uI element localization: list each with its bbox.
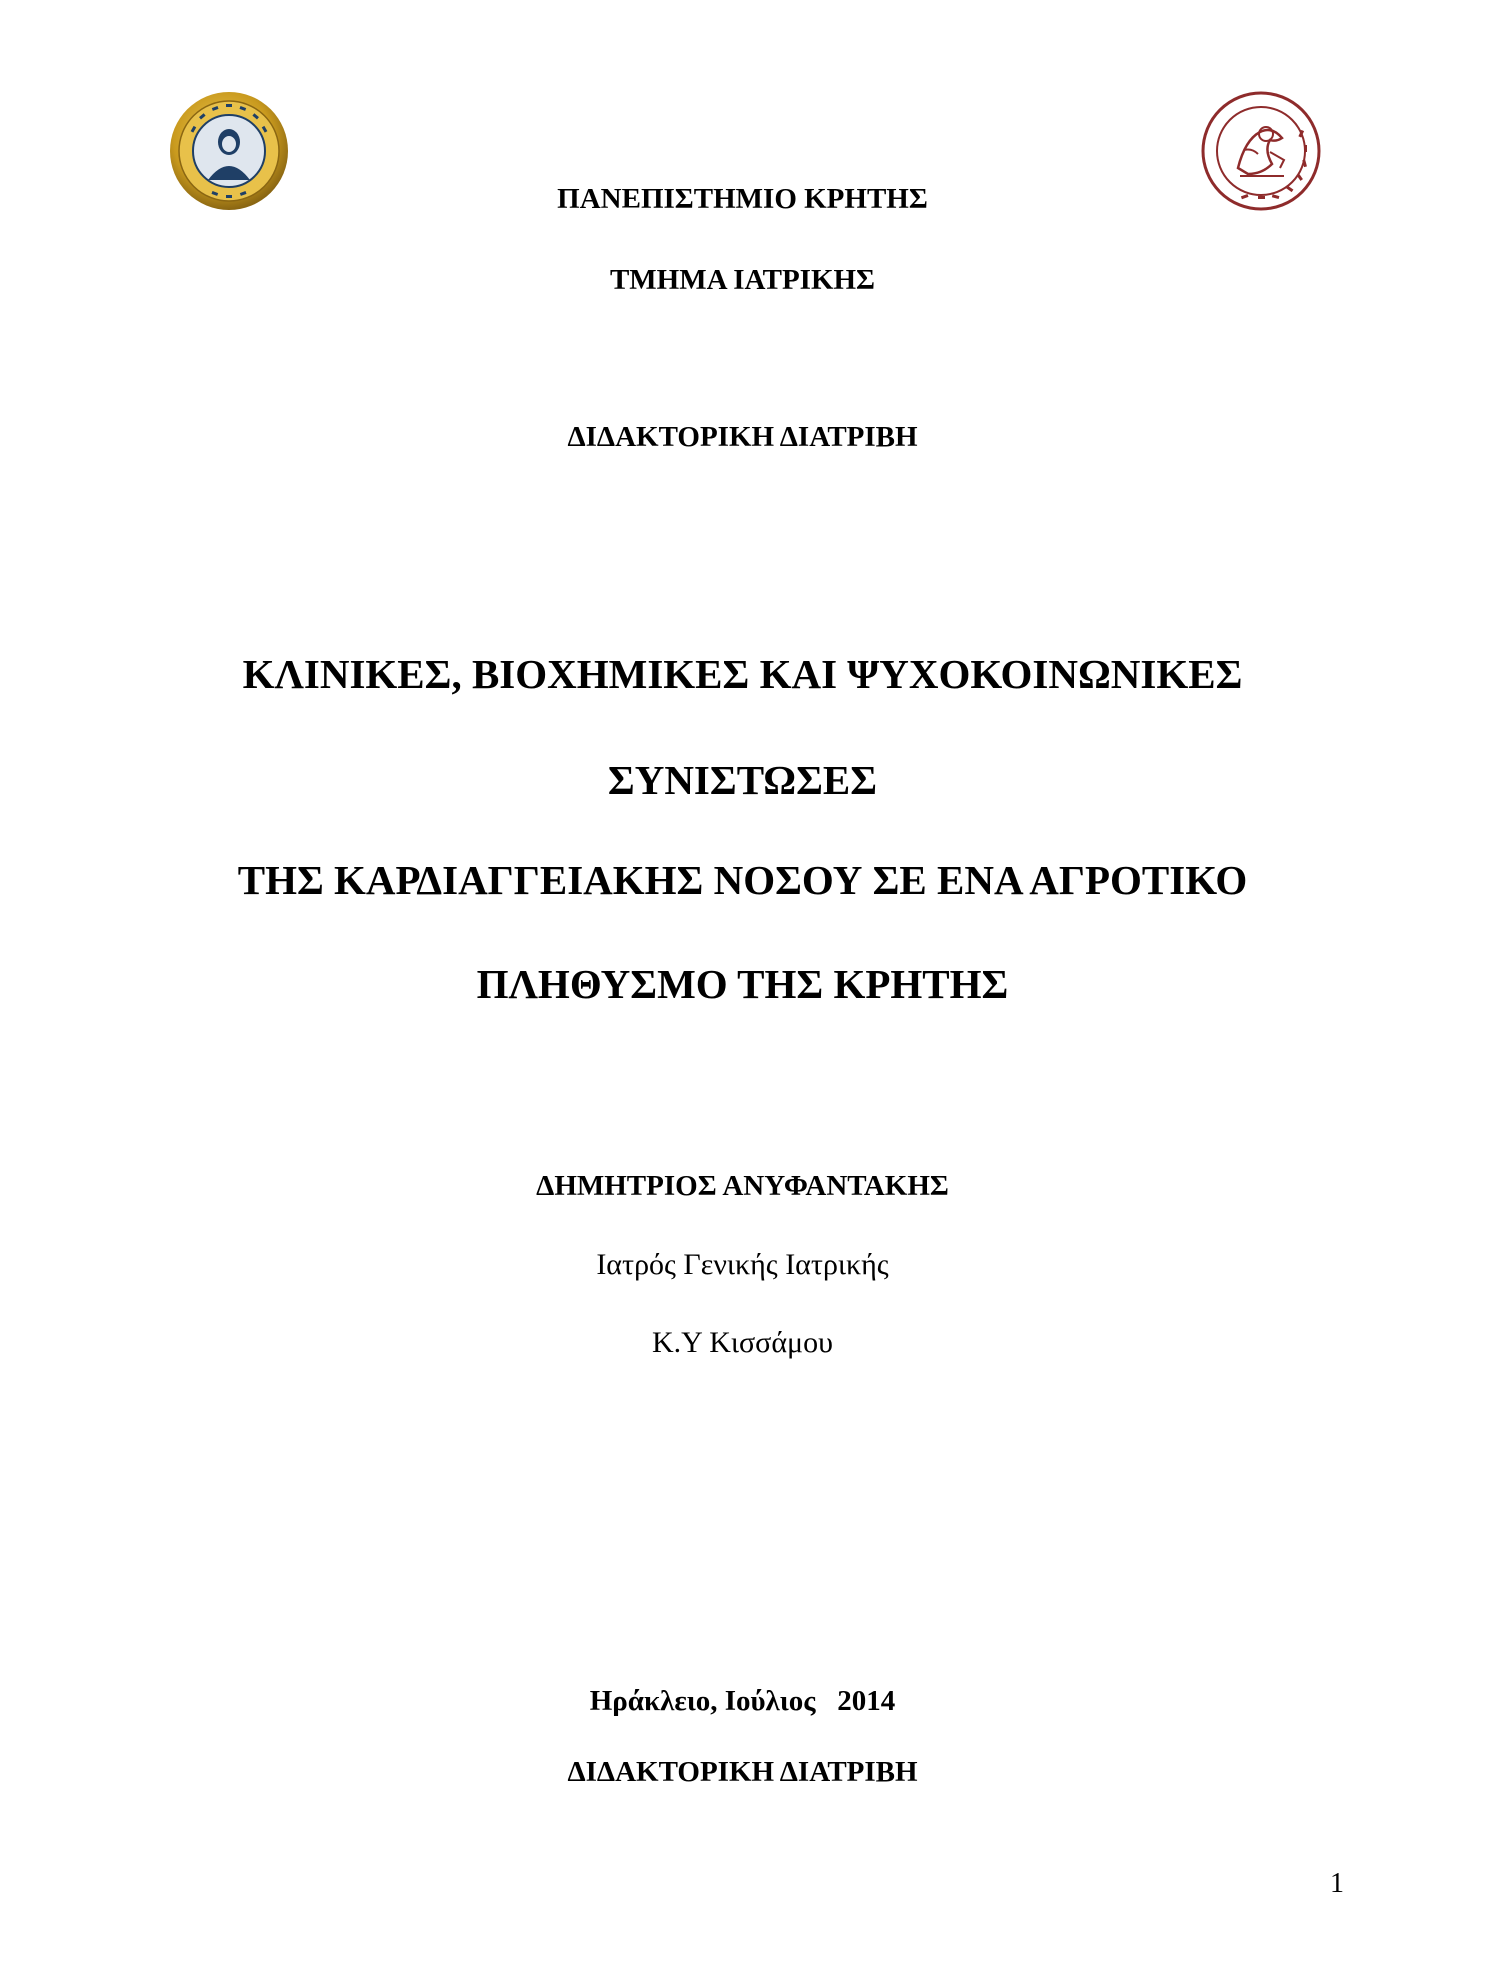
thesis-title-line-1: ΚΛΙΝΙΚΕΣ, ΒΙΟΧΗΜΙΚΕΣ ΚΑΙ ΨΥΧΟΚΟΙΝΩΝΙΚΕΣ: [242, 651, 1243, 697]
thesis-title-line-2: ΣΥΝΙΣΤΩΣΕΣ: [607, 757, 878, 803]
thesis-title-line-4: ΠΛΗΘΥΣΜΟ ΤΗΣ ΚΡΗΤΗΣ: [476, 961, 1009, 1007]
author-name: ΔΗΜΗΤΡΙΟΣ ΑΝΥΦΑΝΤΑΚΗΣ: [536, 1170, 949, 1202]
footer-document-type: ΔΙΔΑΚΤΟΡΙΚΗ ΔΙΑΤΡΙΒΗ: [567, 1756, 918, 1788]
author-affiliation: Κ.Υ Κισσάμου: [652, 1326, 833, 1359]
place-and-date: Ηράκλειο, Ιούλιος 2014: [589, 1685, 896, 1717]
university-name: ΠΑΝΕΠΙΣΤΗΜΙΟ ΚΡΗΤΗΣ: [557, 183, 928, 215]
document-type: ΔΙΔΑΚΤΟΡΙΚΗ ΔΙΑΤΡΙΒΗ: [567, 421, 918, 453]
thesis-title-line-3: ΤΗΣ ΚΑΡΔΙΑΓΓΕΙΑΚΗΣ ΝΟΣΟΥ ΣΕ ΕΝΑ ΑΓΡΟΤΙΚΟ: [237, 857, 1248, 903]
author-role: Ιατρός Γενικής Ιατρικής: [596, 1248, 889, 1281]
page-number: 1: [1330, 1868, 1344, 1899]
department-name: ΤΜΗΜΑ ΙΑΤΡΙΚΗΣ: [609, 264, 876, 296]
